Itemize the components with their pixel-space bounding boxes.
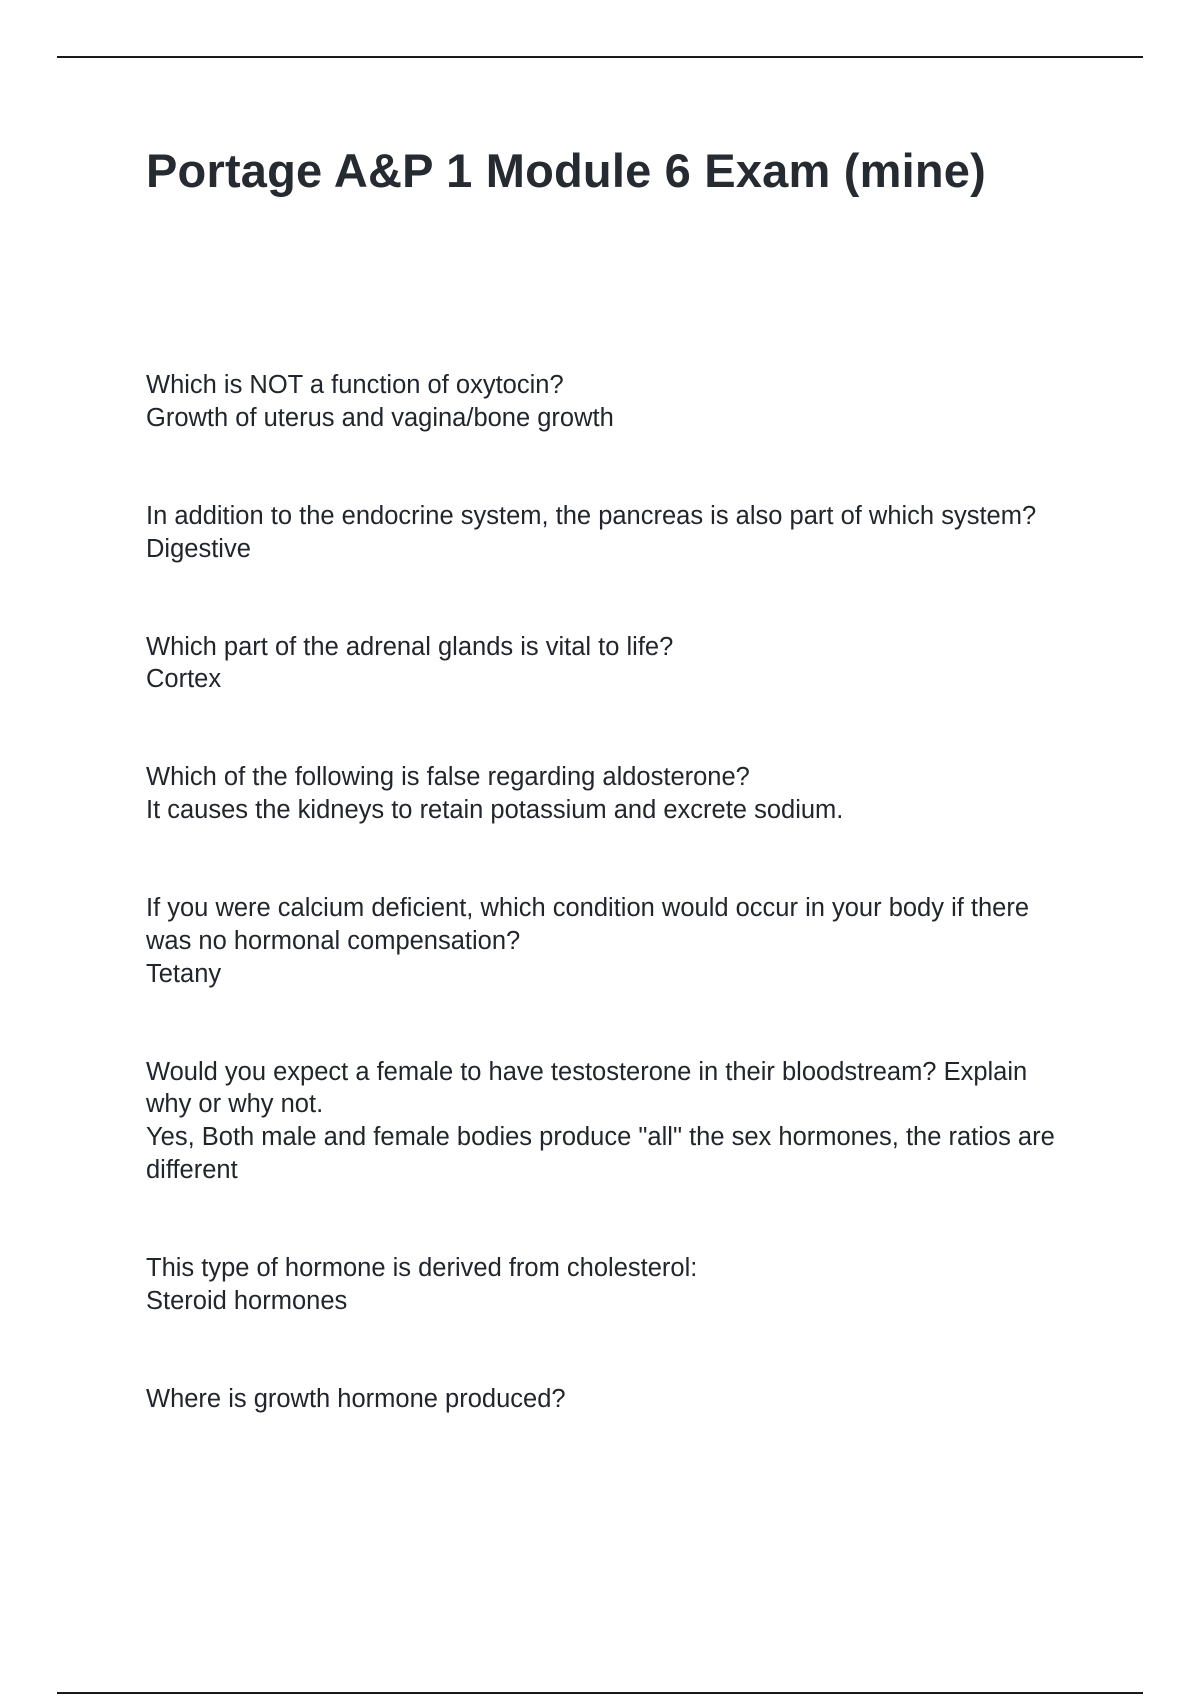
question-text: Would you expect a female to have testosterone in their bloodstream? Explain why or why not. bbox=[146, 1057, 1028, 1119]
bottom-divider bbox=[57, 1692, 1143, 1694]
question-text: Which part of the adrenal glands is vital to life? bbox=[146, 632, 674, 661]
qa-item bbox=[146, 369, 1076, 434]
answer-text: Growth of uterus and vagina/bone growth bbox=[146, 403, 614, 432]
question-list bbox=[146, 369, 1076, 1415]
question-text: This type of hormone is derived from cholesterol: bbox=[146, 1253, 698, 1282]
question-text: Which is NOT a function of oxytocin? bbox=[146, 371, 564, 399]
answer-text: Digestive bbox=[146, 534, 251, 563]
answer-text: It causes the kidneys to retain potassium and excrete sodium. bbox=[146, 796, 844, 825]
top-divider bbox=[57, 56, 1143, 58]
question-text: If you were calcium deficient, which condition would occur in your body if there was no hormonal compensation? bbox=[146, 894, 1030, 955]
qa-item bbox=[146, 1252, 1076, 1317]
answer-text: Steroid hormones bbox=[146, 1286, 348, 1315]
qa-item bbox=[146, 761, 1076, 826]
page-title: Portage A&P 1 Module 6 Exam (mine) bbox=[146, 144, 986, 197]
question-text: Where is growth hormone produced? bbox=[146, 1384, 566, 1413]
qa-item bbox=[146, 1056, 1076, 1187]
question-text: In addition to the endocrine system, the pancreas is also part of which system? bbox=[146, 501, 1037, 530]
qa-item bbox=[146, 631, 1076, 696]
qa-item bbox=[146, 500, 1076, 565]
answer-text: Yes, Both male and female bodies produce "all" the sex hormones, the ratios are different bbox=[146, 1123, 1055, 1184]
answer-text: Tetany bbox=[146, 959, 222, 988]
qa-item bbox=[146, 892, 1076, 990]
question-text: Which of the following is false regarding aldosterone? bbox=[146, 763, 750, 792]
answer-text: Cortex bbox=[146, 665, 222, 694]
qa-item bbox=[146, 1383, 1076, 1416]
